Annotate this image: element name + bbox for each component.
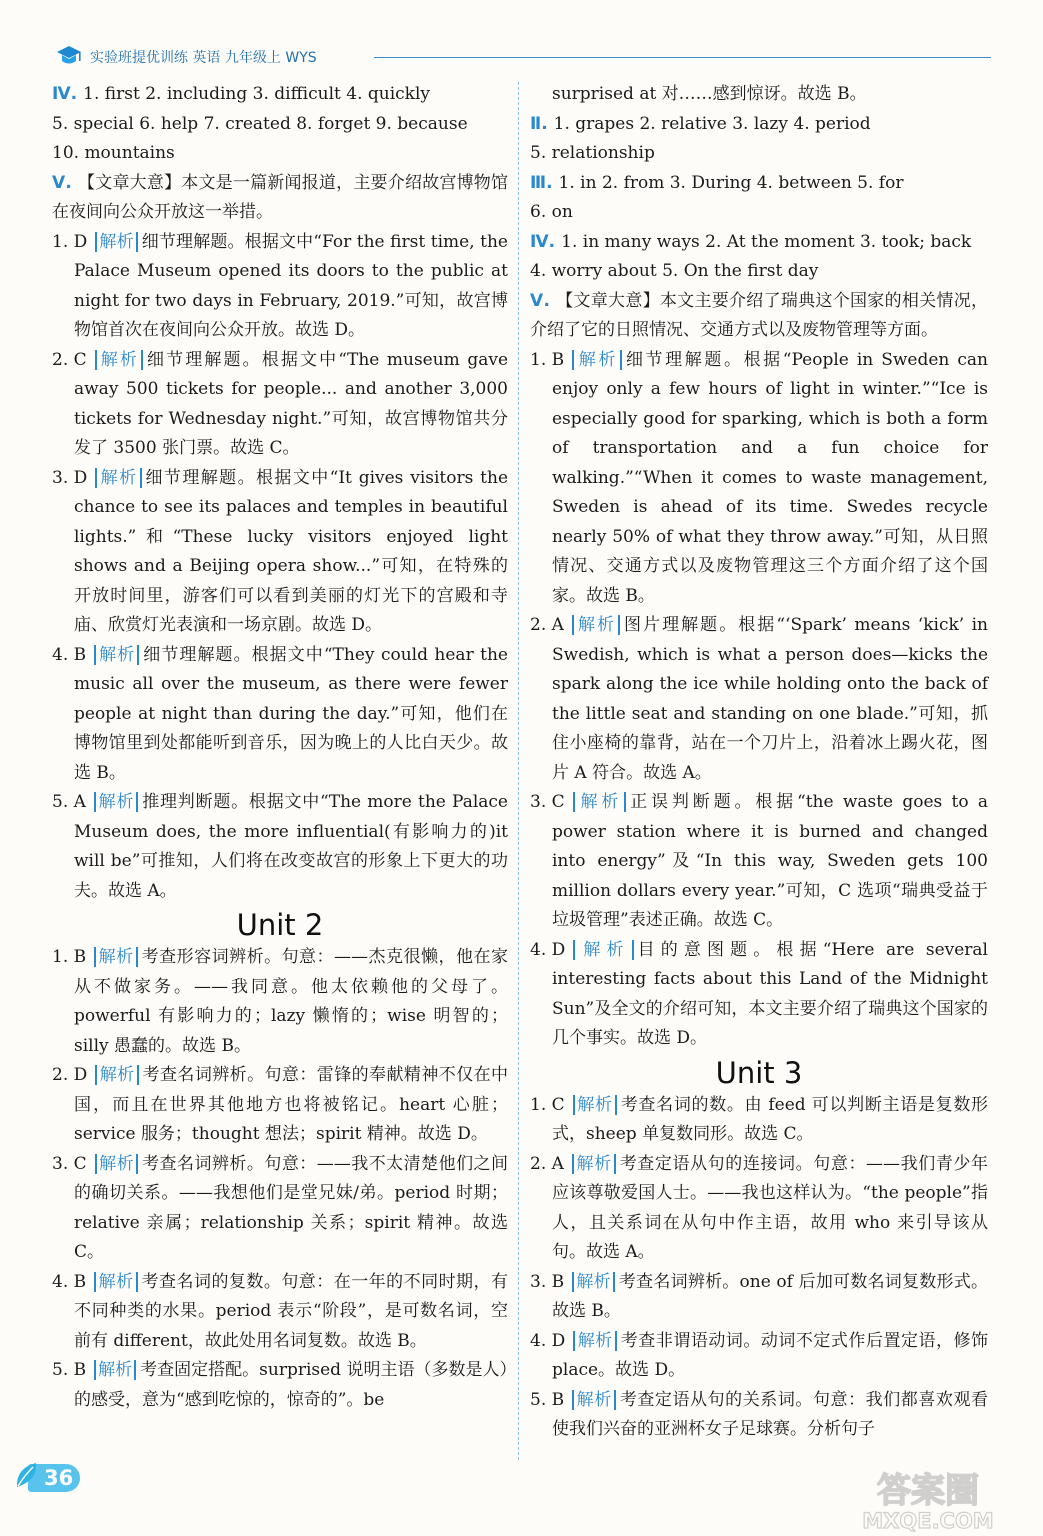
watermark-title: 答案圈 [877, 1471, 979, 1511]
answer-item: 4. D 解析 考查非谓语动词。动词不定式作后置定语，修饰 place。故选 D。 [530, 1330, 988, 1380]
answer-item: 1. B 解析 细节理解题。根据“People in Sweden can enjoy only a few hours of light in winter.”“Ice is especially good for sparking, which is both a form of transportation and a fun choice for walking.”“When it comes to waste management, Sweden is ahead of its time. Swedes recycle nearly 50% of what they throw away.”可知，从日照情况、交通方式以及废物管理这三个方面介绍了这个国家。故选 B。 [530, 349, 988, 606]
section-iv-line3: 10. mountains [52, 143, 175, 163]
column-divider [518, 82, 519, 1460]
answer-item: 4. D 解析 目的意图题。根据“Here are several interesting facts about this Land of the Midnight Sun”及全文的介绍可知，本文主要介绍了瑞典这个国家的几个事实。故选 D。 [530, 939, 988, 1048]
page-number: 36 [44, 1466, 74, 1490]
graduation-cap-icon [56, 44, 82, 68]
section-iii-line2: 6. on [530, 202, 573, 222]
answer-item: 5. A 解析 推理判断题。根据文中“The more the Palace Museum does, the more influential(有影响力的)it will be”可推知，人们将在改变故宫的形象上下更大的功夫。故选 A。 [52, 792, 508, 901]
leaf-icon [14, 1460, 40, 1490]
page-header [56, 44, 991, 68]
left-column [52, 80, 508, 1415]
continued-text: surprised at 对……感到惊讶。故选 B。 [552, 84, 867, 104]
watermark-logo [838, 1468, 1018, 1532]
header-title: 实验班提优训练 英语 九年级上 WYS [90, 50, 317, 66]
section-iv-line1: Ⅳ. 1. first 2. including 3. difficult 4. quickly [52, 84, 431, 104]
answer-item: 5. B 解析 考查固定搭配。surprised 说明主语（多数是人）的感受，意为“感到吃惊的，惊奇的”。be [52, 1360, 508, 1410]
answer-item: 3. C 解析 正误判断题。根据“the waste goes to a power station where it is burned and changed into energy”及“In this way, Sweden gets 100 million dollars every year.”可知，C 选项“瑞典受益于垃圾管理”表述正确。故选 C。 [530, 792, 988, 930]
section-iv-line2: 5. special 6. help 7. created 8. forget 9. because [52, 113, 468, 134]
section-iv-line2: 4. worry about 5. On the first day [530, 261, 819, 281]
section-iii-line1: Ⅲ. 1. in 2. from 3. During 4. between 5. for [530, 172, 904, 193]
answer-item: 3. D 解析 细节理解题。根据文中“It gives visitors the chance to see its palaces and temples in beautiful lights.”和“These lucky visitors enjoyed light shows and a Beijing opera show...”可知，在特殊的开放时间里，游客们可以看到美丽的灯光下的宫殿和寺庙、欣赏灯光表演和一场京剧。故选 D。 [52, 467, 509, 635]
answer-item: 2. C 解析 细节理解题。根据文中“The museum gave away 500 tickets for people... and another 3,000 tickets for Wednesday night.”可知，故宫博物馆共分发了 3500 张门票。故选 C。 [52, 349, 509, 458]
answer-item: 4. B 解析 细节理解题。根据文中“They could hear the music all over the museum, as there were fewer people at night than during the day.”可知，他们在博物馆里到处都能听到音乐，因为晚上的人比白天少。故选 B。 [52, 644, 508, 783]
header-rule [374, 57, 991, 58]
section-iv-line1: Ⅳ. 1. in many ways 2. At the moment 3. took; back [530, 231, 972, 252]
watermark-url: MXQE.COM [862, 1509, 994, 1532]
answer-item: 3. C 解析 考查名词辨析。句意：——我不太清楚他们之间的确切关系。——我想他们是堂兄妹/弟。period 时期；relative 亲属；relationship 关系；spirit 精神。故选 C。 [52, 1153, 509, 1262]
unit-heading: Unit 3 [715, 1055, 803, 1090]
answer-item: 3. B 解析 考查名词辨析。one of 后加可数名词复数形式。故选 B。 [530, 1271, 989, 1321]
section-ii-line1: Ⅱ. 1. grapes 2. relative 3. lazy 4. period [530, 113, 871, 134]
answer-item: 1. C 解析 考查名词的数。由 feed 可以判断主语是复数形式，sheep 单复数同形。故选 C。 [530, 1094, 989, 1144]
page-number-badge [14, 1460, 82, 1494]
unit-heading: Unit 2 [236, 908, 324, 942]
answer-item: 5. B 解析 考查定语从句的关系词。句意：我们都喜欢观看使我们兴奋的亚洲杯女子足球赛。分析句子 [530, 1389, 989, 1439]
answer-item: 1. D 解析 细节理解题。根据文中“For the first time, the Palace Museum opened its doors to the public at night for two days in February, 2019.”可知，故宫博物馆首次在夜间向公众开放。故选 D。 [52, 231, 508, 340]
answer-item: 4. B 解析 考查名词的复数。句意：在一年的不同时期，有不同种类的水果。period 表示“阶段”，是可数名词，空前有 different，故此处用名词复数。故选 B。 [52, 1271, 509, 1351]
section-v-summary: Ⅴ. 【文章大意】本文是一篇新闻报道，主要介绍故宫博物馆在夜间向公众开放这一举措。 [52, 172, 508, 222]
right-column [530, 80, 988, 1445]
answer-item: 2. A 解析 图片理解题。根据“‘Spark’ means ‘kick’ in Swedish, which is what a person does—kicks the spark along the ice while holding onto the back of the little seat and standing on one blade.”可知，抓住小座椅的靠背，站在一个刀片上，沿着冰上踢火花，图片 A 符合。故选 A。 [530, 615, 989, 783]
section-v-summary: Ⅴ. 【文章大意】本文主要介绍了瑞典这个国家的相关情况，介绍了它的日照情况、交通方式以及废物管理等方面。 [530, 290, 988, 340]
section-ii-line2: 5. relationship [530, 143, 655, 163]
answer-item: 2. A 解析 考查定语从句的连接词。句意：——我们青少年应该尊敬爱国人士。——我也这样认为。“the people”指人，且关系词在从句中作主语，故用 who 来引导该从句。故选 A。 [530, 1153, 989, 1262]
answer-item: 2. D 解析 考查名词辨析。句意：雷锋的奉献精神不仅在中国，而且在世界其他地方也将被铭记。heart 心脏；service 服务；thought 想法；spirit 精神。故选 D。 [52, 1065, 509, 1144]
answer-item: 1. B 解析 考查形容词辨析。句意：——杰克很懒，他在家从不做家务。——我同意。他太依赖他的父母了。powerful 有影响力的；lazy 懒惰的；wise 明智的；silly 愚蠢的。故选 B。 [52, 947, 509, 1056]
